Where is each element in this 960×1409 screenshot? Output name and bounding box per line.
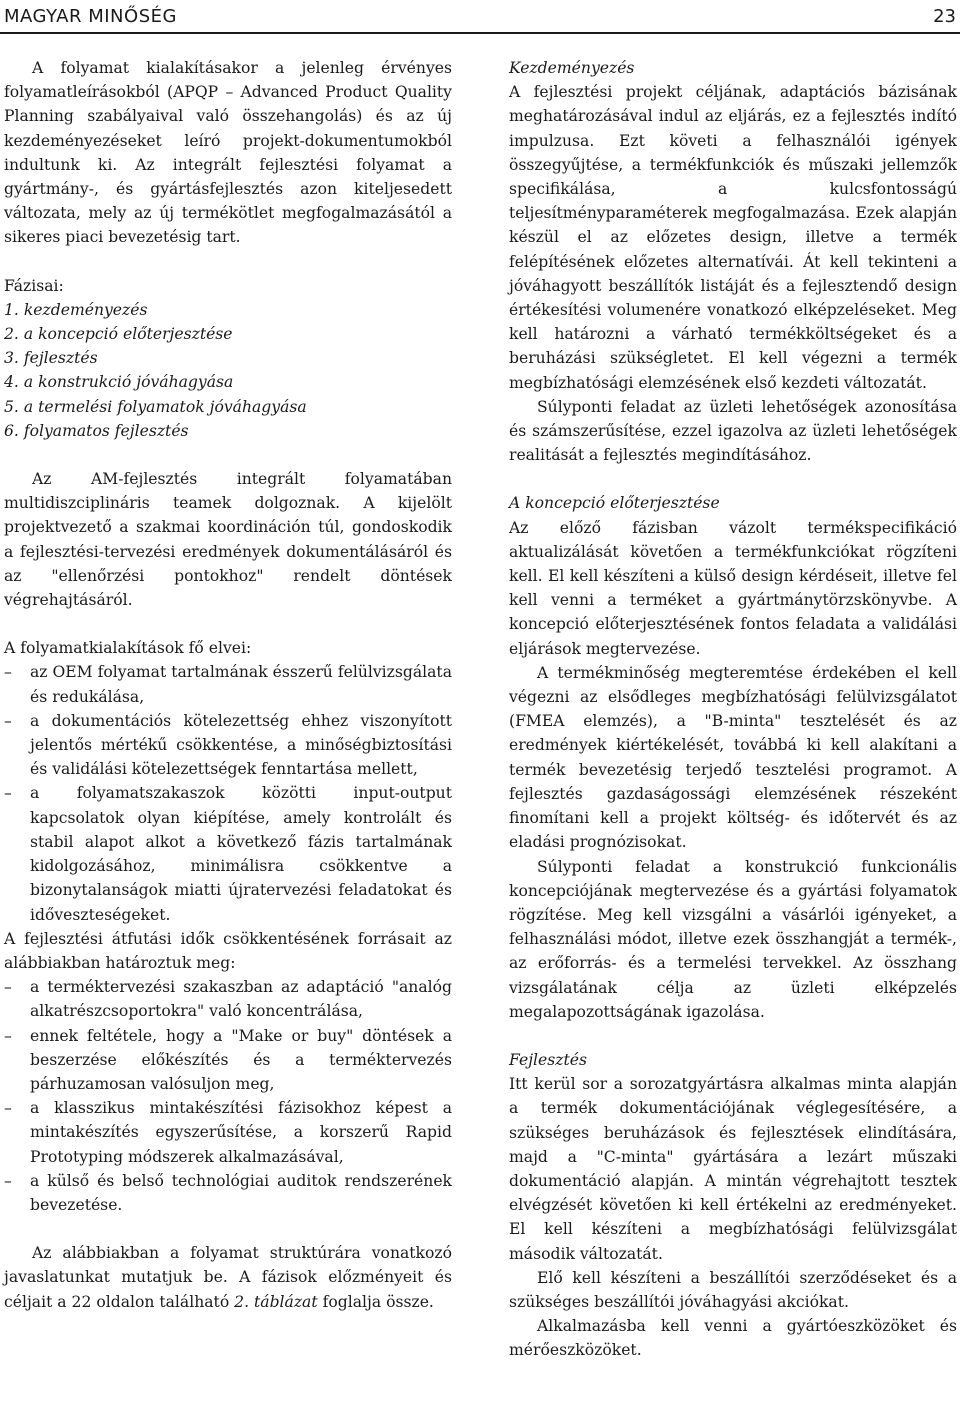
running-head: MAGYAR MINŐSÉG (4, 6, 177, 27)
phases-list (4, 298, 452, 443)
page-header (0, 0, 960, 34)
phase-item: 4. a konstrukció jóváhagyása (4, 373, 234, 392)
closing-paragraph (4, 1241, 452, 1314)
section-paragraph: Itt kerül sor a sorozatgyártásra alkalmas minta alapján a termék dokumentációjának véglegesítésére, a szükséges beruházások és fejlesztések elindítására, majd a "C-minta" gyártására a lezárt műszaki dokumentáció alapján. A mintán végrehajtott tesztek elvégzését követően ki kell értékelni az eredményeket. El kell készíteni a megbízhatósági felülvizsgálat második változatát. (509, 1075, 957, 1263)
reduction-label: A fejlesztési átfutási idők csökkentésének forrásait az alábbiakban határoztuk meg: (4, 929, 452, 972)
phases-label: Fázisai: (4, 276, 64, 295)
section-paragraph: A fejlesztési projekt céljának, adaptációs bázisának meghatározásával indul az eljárás, ez a fejlesztés indító impulzusa. Ezt követi a felhasználói igények összegyűjtése, a termékfunkciók és műszaki jellemzők specifikálása, a kulcsfontosságú teljesítményparaméterek megfogalmazása. Ezek alapján készül el az előzetes design, illetve a termék felépítésének előzetes alternatívái. Át kell tekinteni a jóváhagyott beszállítók listáját és a fejlesztendő design értékesítési volumenére vonatkozó elképzeléseket. Meg kell határozni a várható termékköltségeket és a beruházási szükségletet. El kell végezni a termék megbízhatósági elemzésének első kezdeti változatát. (509, 83, 957, 392)
phase-item: 5. a termelési folyamatok jóváhagyása (4, 397, 307, 416)
section-paragraph: Súlyponti feladat az üzleti lehetőségek azonosítása és számszerűsítése, ezzel igazolva az üzleti lehetőségek realitását a fejlesztés megindításához. (509, 397, 957, 465)
section-paragraph: Az előző fázisban vázolt termékspecifikáció aktualizálását követően a termékfunkciókat rögzíteni kell. El kell készíteni a külső design kérdéseit, illetve fel kell venni a terméket a gyártmánytörzskönyvbe. A koncepció előterjesztésének fontos feladata a validálási eljárások megtervezése. (509, 518, 957, 658)
page-number: 23 (933, 6, 956, 27)
section-paragraph: Alkalmazásba kell venni a gyártóeszközöket és mérőeszközöket. (509, 1317, 957, 1360)
section-paragraph: Elő kell készíteni a beszállítói szerződéseket és a szükséges beszállítói jóváhagyási akciókat. (509, 1268, 957, 1311)
phase-item: 1. kezdeményezés (4, 300, 148, 319)
intro-paragraph: A folyamat kialakításakor a jelenleg érvényes folyamatleírásokból (APQP – Advanced Product Quality Planning szabályaival való összehangolás) és az új kezdeményezéseket leíró projekt-dokumentumokból indultunk ki. Az integrált fejlesztési folyamat a gyártmány-, és gyártásfejlesztés azon kiteljesedett változata, mely az új termékötlet megfogalmazásától a sikeres piaci bevezetésig tart. (4, 59, 452, 247)
left-column (4, 56, 452, 1314)
reduction-item: – a klasszikus mintakészítési fázisokhoz képest a mintakészítés egyszerűsítése, a korszerű Rapid Prototyping módszerek alkalmazásával, (4, 1096, 452, 1169)
principles-label: A folyamatkialakítások fő elvei: (4, 639, 252, 658)
phase-item: 2. a koncepció előterjesztése (4, 325, 233, 344)
section-title-fejlesztes: Fejlesztés (509, 1050, 587, 1069)
section-paragraph: Súlyponti feladat a konstrukció funkcionális koncepciójának megtervezése és a gyártási folyamatok rögzítése. Meg kell vizsgálni a vásárlói igényeket, a felhasználási módot, illetve ezek összhangját a termék-, az erőforrás- és a termelési tervekkel. Az összhang vizsgálatának célja az üzleti elképzelés megalapozottságának igazolása. (509, 857, 957, 1021)
phase-item: 6. folyamatos fejlesztés (4, 421, 189, 440)
closing-text: Az alábbiakban a folyamat struktúrára vonatkozó javaslatunkat mutatjuk be. A fázisok előzményeit és céljait a 22 oldalon található (4, 1244, 452, 1311)
section-title-kezdemenyezes: Kezdeményezés (509, 59, 635, 77)
reductions-list (4, 975, 452, 1217)
table-reference: 2. táblázat (234, 1292, 318, 1311)
closing-text-end: foglalja össze. (317, 1292, 434, 1311)
right-column (509, 56, 957, 1363)
team-paragraph: Az AM-fejlesztés integrált folyamatában multidiszciplináris teamek dolgoznak. A kijelölt projektvezető a szakmai koordináción túl, gondoskodik a fejlesztési-tervezési eredmények dokumentálásáról és az "ellenőrzési pontokhoz" rendelt döntések végrehajtásáról. (4, 470, 452, 610)
phase-item: 3. fejlesztés (4, 349, 98, 368)
principle-item: – a dokumentációs kötelezettség ehhez viszonyított jelentős mértékű csökkentése, a minőségbiztosítási és validálási kötelezettségek fenntartása mellett, (4, 709, 452, 782)
principle-item: – a folyamatszakaszok közötti input-output kapcsolatok olyan kiépítése, amely kontrolált és stabil alapot alkot a következő fázis tartalmának kidolgozásához, minimálisra csökkentve a bizonytalanságok miatti újratervezési feladatokat és időveszteségeket. (4, 781, 452, 926)
principle-item: – az OEM folyamat tartalmának ésszerű felülvizsgálata és redukálása, (4, 660, 452, 708)
section-title-koncepcio: A koncepció előterjesztése (509, 494, 720, 513)
reduction-item: – a külső és belső technológiai auditok rendszerének bevezetése. (4, 1169, 452, 1217)
reduction-item: – ennek feltétele, hogy a "Make or buy" döntések a beszerzése előkészítés és a terméktervezés párhuzamosan valósuljon meg, (4, 1024, 452, 1097)
header-rule (0, 32, 960, 34)
section-paragraph: A termékminőség megteremtése érdekében el kell végezni az elsődleges megbízhatósági felülvizsgálatot (FMEA elemzés), a "B-minta" tesztelését és az eredmények kiértékelését, továbbá ki kell alakítani a termék bevezetésig terjedő tesztelési programot. A fejlesztés gazdaságossági elemzésének részeként finomítani kell a projekt költség- és időtervét és az eladási prognózisokat. (509, 663, 957, 852)
reduction-item: – a terméktervezési szakaszban az adaptáció "analóg alkatrészcsoportokra" való koncentrálása, (4, 975, 452, 1023)
principles-list (4, 660, 452, 926)
